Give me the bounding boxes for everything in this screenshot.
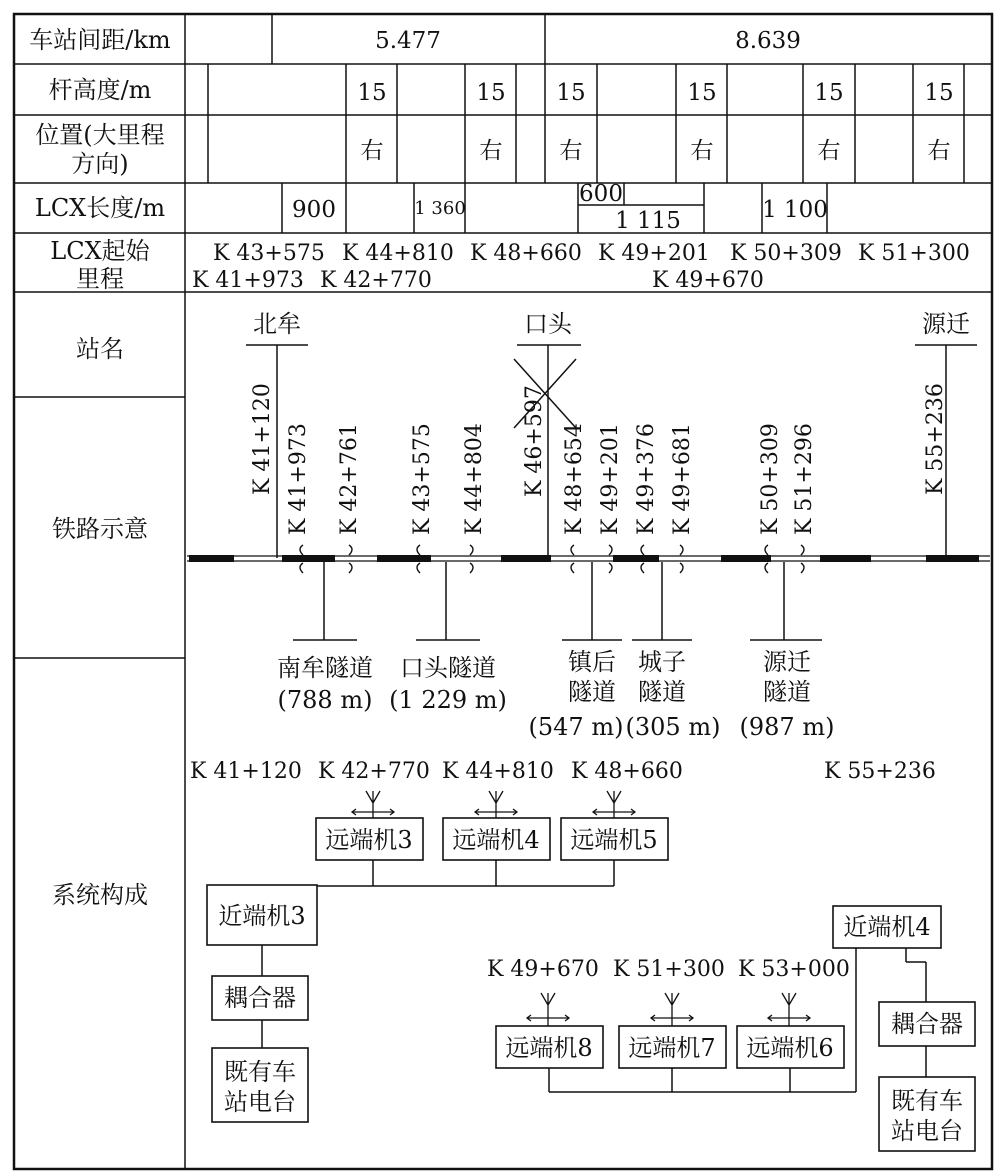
lcx-start-km: K 51+300 [858,241,970,266]
antenna-icon [527,993,569,1026]
lcx-start-km: K 44+810 [342,241,454,266]
system-km-label: K 49+670 [487,957,599,982]
system-km-label: K 48+660 [571,759,683,784]
station-radio-label: 站电台 [891,1117,963,1145]
lcx-start-km: K 42+770 [320,268,432,293]
tunnel-name: 源迁 [763,648,811,676]
bracket-path [366,791,380,818]
pole-height-value: 15 [357,80,387,106]
tunnel-name: 隧道 [568,678,616,706]
tunnel-length: (788 m) [277,686,373,714]
system-km-label: K 44+810 [442,759,554,784]
row-labels [29,26,171,909]
station-name: 源迁 [922,310,970,338]
position-value: 右 [360,138,384,164]
lcx-length-value: 600 [579,181,623,207]
track-segment [926,555,979,562]
label-pole-height: 杆高度/m [48,76,152,104]
bracket-path [680,545,683,573]
pole-height-value: 15 [924,80,954,106]
station-distance-values [375,28,801,54]
track-segment [501,555,551,562]
station-name: 北牟 [253,310,301,338]
system-km-label: K 42+770 [318,759,430,784]
position-values [361,138,951,164]
position-value: 右 [479,138,503,164]
label-position-line2: 方向) [71,150,129,178]
label-lcx-start-line2: 里程 [76,265,124,293]
label-lcx-length: LCX长度/m [34,194,166,222]
milepost-label: K 51+296 [792,423,817,535]
station-distance-value: 5.477 [375,28,441,54]
near-unit-label: 近端机3 [218,902,306,930]
milepost-label: K 50+309 [758,423,783,535]
bracket-path [571,545,574,573]
pole-height-value: 15 [687,80,717,106]
milepost-label: K 44+804 [462,423,487,535]
milepost-label: K 43+575 [410,423,435,535]
railway-sketch [187,345,990,741]
lcx-length-value: 900 [292,197,336,223]
tunnel-length: (547 m) [528,713,624,741]
antenna-icon [475,791,517,818]
tunnel-name: 南牟隧道 [277,654,373,682]
milepost-label: K 42+761 [337,423,362,535]
system-km-label: K 53+000 [738,957,850,982]
bracket-path [470,545,473,573]
tunnel-name: 隧道 [763,678,811,706]
track-segment [721,555,771,562]
table-grid [14,14,992,1169]
lcx-start-km: K 49+670 [652,268,764,293]
pole-height-value: 15 [556,80,586,106]
pole-height-value: 15 [476,80,506,106]
lcx-start-km: K 50+309 [730,241,842,266]
station-radio-label: 既有车 [224,1058,296,1086]
station-radio-label: 站电台 [224,1088,296,1116]
remote-unit-label: 远端机5 [570,826,658,854]
track-segment [189,555,234,562]
label-position-line1: 位置(大里程 [35,121,165,149]
bracket-path [541,993,555,1026]
track-segment [613,555,659,562]
lcx-length-value: 1 360 [414,198,466,219]
remote-unit-label: 远端机3 [325,826,413,854]
milepost-label: K 55+236 [923,383,948,495]
bracket-path [489,791,503,818]
position-value: 右 [927,138,951,164]
pole-height-value: 15 [814,80,844,106]
tunnel-length: (1 229 m) [389,686,507,714]
milepost-label: K 41+973 [286,423,311,535]
bracket-path [665,993,679,1026]
milepost-label: K 49+201 [598,423,623,535]
position-value: 右 [817,138,841,164]
antenna-icon [593,791,635,818]
lcx-length-value: 1 100 [762,197,828,223]
milepost-label: K 41+120 [250,383,275,495]
antenna-icon [768,993,810,1026]
lcx-start-km: K 49+201 [598,241,710,266]
remote-unit-label: 远端机6 [746,1034,834,1062]
bracket-path [349,545,352,573]
antenna-icon [651,993,693,1026]
coupler-label: 耦合器 [224,984,296,1012]
milepost-label: K 46+597 [522,385,547,497]
tunnel-length: (305 m) [625,713,721,741]
lcx-length-values [292,181,828,234]
position-value: 右 [559,138,583,164]
track-segment [377,555,431,562]
label-station-distance: 车站间距/km [29,26,171,54]
lcx-start-km: K 43+575 [213,241,325,266]
bracket-path [609,545,612,573]
stations [246,310,977,345]
label-station-name: 站名 [76,335,124,363]
milepost-label: K 48+654 [562,423,587,535]
track-segment [282,555,335,562]
station-name: 口头 [524,310,572,338]
tunnel-name: 口头隧道 [400,654,496,682]
pole-height-values [357,80,953,106]
milepost-label: K 49+681 [670,423,695,535]
lcx-start-km: K 41+973 [192,268,304,293]
label-lcx-start-line1: LCX起始 [50,237,150,265]
system-km-label: K 51+300 [613,957,725,982]
system-km-label: K 55+236 [824,759,936,784]
antenna-icon [352,791,394,818]
station-distance-value: 8.639 [735,28,801,54]
track-segment [820,555,871,562]
lcx-start-km: K 48+660 [470,241,582,266]
remote-unit-label: 远端机4 [452,826,540,854]
remote-unit-label: 远端机8 [505,1034,593,1062]
track-segment [14,14,992,1169]
milepost-label: K 49+376 [634,423,659,535]
bracket-path [607,791,621,818]
coupler-label: 耦合器 [891,1010,963,1038]
bracket-path [782,993,796,1026]
near-unit-label: 近端机4 [843,913,931,941]
bracket-path [801,545,804,573]
lcx-length-value: 1 115 [615,208,681,234]
tunnel-name: 隧道 [638,678,686,706]
remote-unit-label: 远端机7 [628,1034,716,1062]
tunnel-name: 镇后 [568,648,616,676]
lcx-start-values [192,241,970,293]
system-km-label: K 41+120 [190,759,302,784]
tunnel-length: (987 m) [739,713,835,741]
label-railway-sketch: 铁路示意 [52,515,148,543]
system-composition [190,759,975,1151]
tunnel-name: 城子 [638,648,686,676]
station-radio-label: 既有车 [891,1087,963,1115]
position-value: 右 [690,138,714,164]
label-system: 系统构成 [52,881,148,909]
